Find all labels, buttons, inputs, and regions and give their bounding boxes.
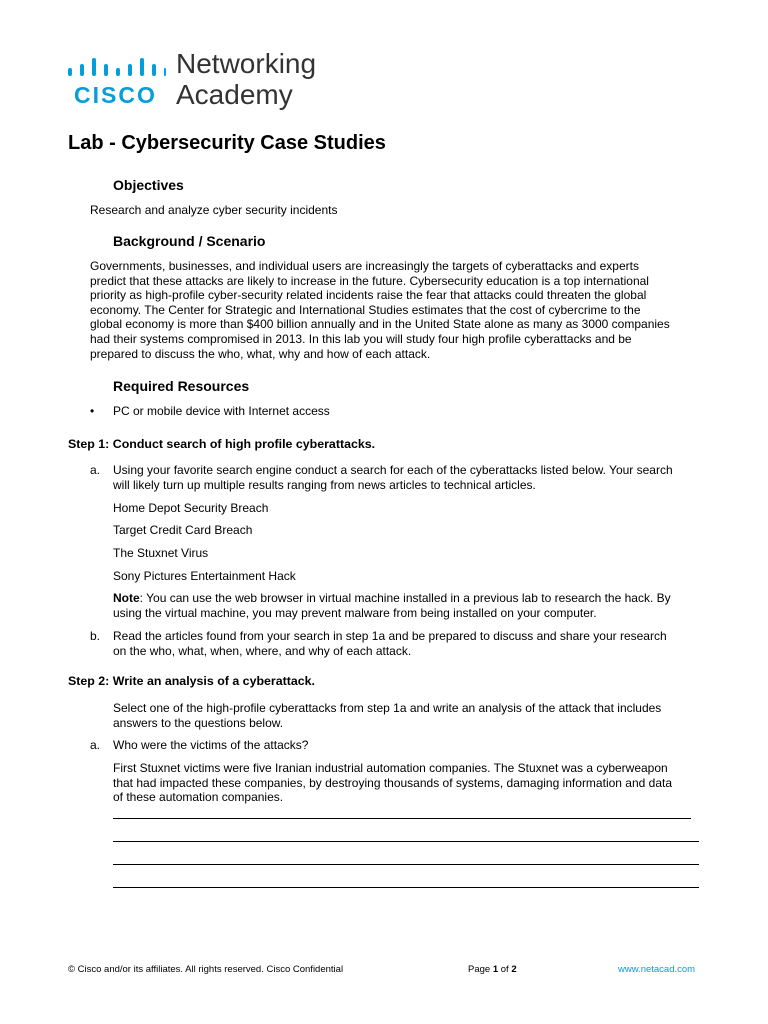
step1-b-line: Read the articles found from your search in step 1a and be prepared to discuss and share your research (113, 629, 667, 643)
attack-item: The Stuxnet Virus (113, 546, 209, 560)
step1-a-line: will likely turn up multiple results ranging from news articles to technical articles. (113, 477, 536, 492)
answer-blank-line[interactable] (113, 818, 691, 819)
logo-networking: Networking (176, 48, 317, 79)
step2-a-question: Who were the victims of the attacks? (113, 738, 309, 752)
background-line: predict that these attacks are likely to increase in the future. Cybersecurity education is a top international (90, 273, 649, 288)
answer-blank-line[interactable] (113, 864, 699, 865)
attack-item: Sony Pictures Entertainment Hack (113, 569, 296, 583)
background-line: economy. The Center for Strategic and International Studies estimates that the cost of cybercrime to the (90, 302, 641, 317)
background-line: prepared to discuss the who, what, why and how of each attack. (90, 346, 431, 361)
background-line: global economy is more than $400 billion annually and in the United State alone as many as 3000 companies (90, 317, 670, 332)
page-total: 2 (511, 964, 517, 975)
background-line: had their systems compromised in 2013. In this lab you will study four high profile cyberattacks and be (90, 331, 632, 346)
objectives-heading: Objectives (113, 177, 184, 193)
note-paragraph (113, 591, 671, 620)
footer-page-number (468, 964, 517, 975)
note-line2: using the virtual machine, you may prevent malware from being installed on your computer. (113, 605, 597, 620)
answer-line: of these automation companies. (113, 790, 284, 805)
resources-heading: Required Resources (113, 378, 250, 394)
step1-heading: Step 1: Conduct search of high profile cyberattacks. (68, 437, 376, 451)
bullet: • (90, 404, 95, 418)
background-line: Governments, businesses, and individual users are increasingly the targets of cyberattacks and experts (90, 259, 639, 273)
note-text: : You can use the web browser in virtual machine installed in a previous lab to research the hack. By (139, 591, 671, 605)
step1-a-line: Using your favorite search engine conduct a search for each of the cyberattacks listed below. Your search (113, 463, 673, 477)
step1-b-text (113, 629, 667, 658)
step2-intro-line: Select one of the high-profile cyberattacks from step 1a and write an analysis of the attack that includes (113, 701, 662, 715)
step1-a-text (113, 463, 673, 492)
footer-copyright (68, 964, 343, 975)
objectives-text: Research and analyze cyber security incidents (90, 203, 338, 217)
footer-website-link[interactable]: www.netacad.com (618, 964, 696, 975)
background-paragraph (90, 259, 670, 361)
step2-heading: Step 2: Write an analysis of a cyberattack. (68, 674, 315, 688)
list-marker: b. (90, 629, 101, 643)
step2-a-answer (113, 761, 672, 805)
attack-item: Target Credit Card Breach (113, 523, 253, 537)
logo-academy: Academy (176, 79, 293, 110)
cisco-bars-icon (66, 56, 166, 80)
page-prefix: Page (468, 964, 493, 975)
list-marker: a. (90, 463, 101, 477)
answer-blank-line[interactable] (113, 841, 699, 842)
step1-b-line: on the who, what, when, where, and why of each attack. (113, 643, 412, 658)
resources-item: PC or mobile device with Internet access (113, 404, 330, 418)
answer-line: that had impacted these companies, by destroying thousands of systems, damaging information and data (113, 775, 672, 790)
list-marker: a. (90, 738, 101, 752)
page-of: of (498, 964, 512, 975)
cisco-wordmark: CISCO (74, 82, 157, 108)
page-num: 1 (492, 964, 499, 975)
step2-intro (113, 701, 661, 730)
attack-item: Home Depot Security Breach (113, 501, 269, 515)
note-label: Note (113, 591, 140, 605)
page-title: Lab - Cybersecurity Case Studies (68, 132, 386, 154)
copyright-icon: © (68, 964, 75, 975)
cisco-networking-academy-logo (66, 50, 326, 112)
answer-blank-line[interactable] (113, 887, 699, 888)
background-line: priority as high-profile cyber-security related incidents raise the fear that attacks could threaten the global (90, 288, 647, 303)
step2-intro-line: answers to the questions below. (113, 715, 284, 730)
copyright-text: Cisco and/or its affiliates. All rights reserved. Cisco Confidential (75, 964, 344, 975)
answer-line: First Stuxnet victims were five Iranian industrial automation companies. The Stuxnet was a cyberweapon (113, 761, 668, 775)
background-heading: Background / Scenario (113, 233, 266, 249)
